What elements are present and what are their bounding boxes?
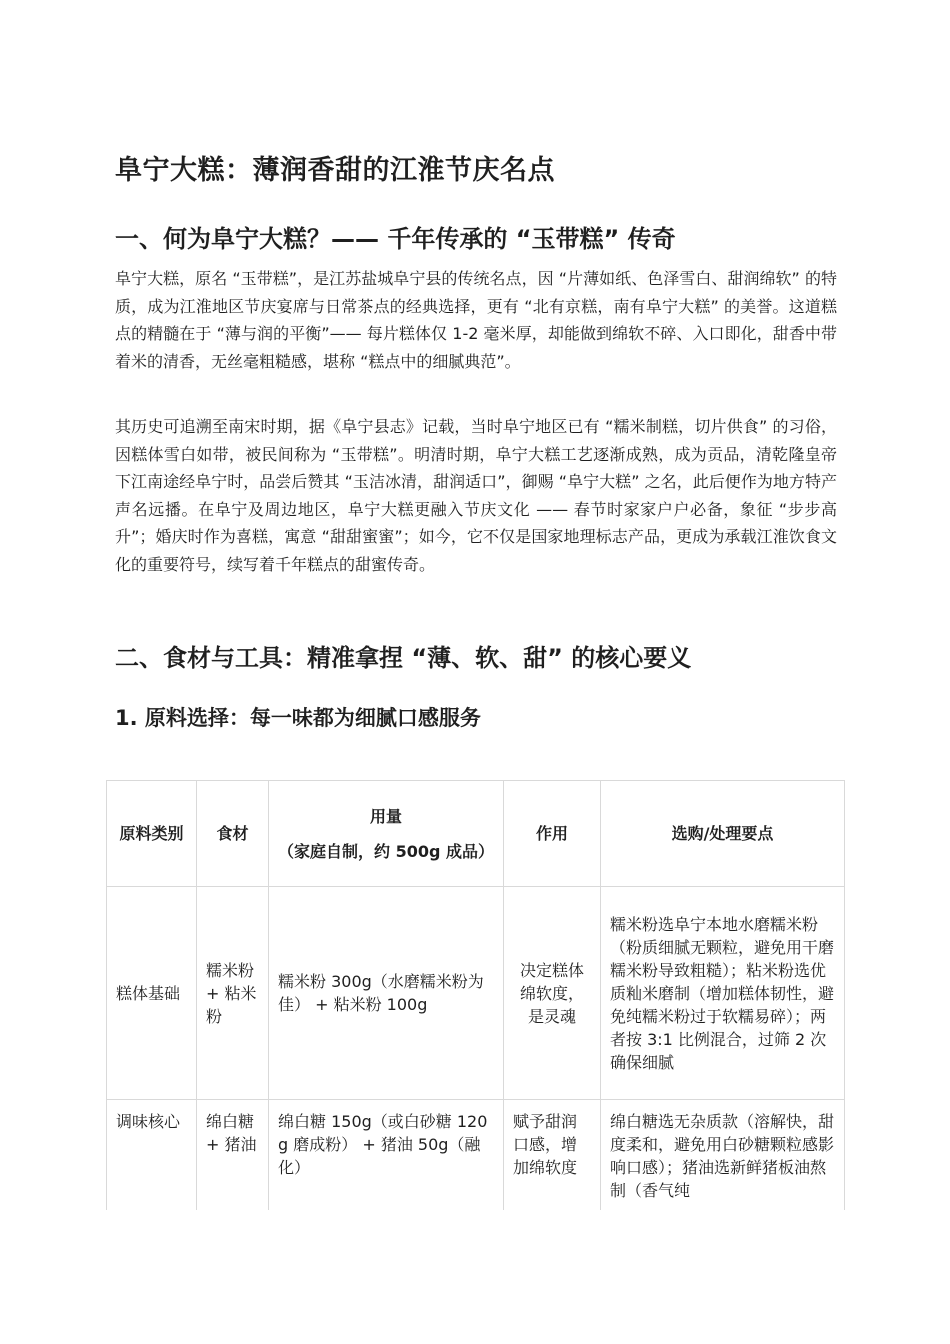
section2-heading: 二、食材与工具：精准拿捏 “薄、软、甜” 的核心要义 (115, 644, 692, 672)
section2-subheading-1: 1. 原料选择：每一味都为细腻口感服务 (115, 706, 481, 730)
cell-ingredient: 糯米粉 + 粘米粉 (197, 887, 269, 1100)
header-ingredient: 食材 (197, 781, 269, 887)
page-bottom-margin (0, 1210, 950, 1344)
header-amount (269, 781, 504, 887)
header-amount-line1: 用量 (369, 806, 402, 826)
table-row (107, 887, 845, 1100)
cell-role: 赋予甜润口感，增加绵软度 (504, 1100, 601, 1213)
cell-tips: 绵白糖选无杂质款（溶解快，甜度柔和，避免用白砂糖颗粒感影响口感）；猪油选新鲜猪板油熬制（香气纯 (601, 1100, 845, 1213)
table-row (107, 1100, 845, 1213)
cell-category: 调味核心 (107, 1100, 197, 1213)
header-amount-line2: （家庭自制，约 500g 成品） (278, 841, 494, 861)
cell-ingredient: 绵白糖 + 猪油 (197, 1100, 269, 1213)
section1-paragraph-2: 其历史可追溯至南宋时期，据《阜宁县志》记载，当时阜宁地区已有 “糯米制糕，切片供食” 的习俗，因糕体雪白如带，被民间称为 “玉带糕”。明清时期，阜宁大糕工艺逐渐成熟，成为贡品，清乾隆皇帝下江南途经阜宁时，品尝后赞其 “玉洁冰清，甜润适口”，御赐 “阜宁大糕” 之名，此后便作为地方特产声名远播。在阜宁及周边地区，阜宁大糕更融入节庆文化 —— 春节时家家户户必备，象征 “步步高升”；婚庆时作为喜糕，寓意 “甜甜蜜蜜”；如今，它不仅是国家地理标志产品，更成为承载江淮饮食文化的重要符号，续写着千年糕点的甜蜜传奇。 (115, 417, 837, 574)
header-role: 作用 (504, 781, 601, 887)
cell-role: 决定糕体绵软度，是灵魂 (504, 887, 601, 1100)
cell-amount: 绵白糖 150g（或白砂糖 120g 磨成粉） + 猪油 50g（融化） (269, 1100, 504, 1213)
cell-tips: 糯米粉选阜宁本地水磨糯米粉（粉质细腻无颗粒，避免用干磨糯米粉导致粗糙）；粘米粉选优质籼米磨制（增加糕体韧性，避免纯糯米粉过于软糯易碎）；两者按 3:1 比例混合，过筛 2 次确保细腻 (601, 887, 845, 1100)
section1-paragraph-1: 阜宁大糕，原名 “玉带糕”，是江苏盐城阜宁县的传统名点，因 “片薄如纸、色泽雪白、甜润绵软” 的特质，成为江淮地区节庆宴席与日常茶点的经典选择，更有 “北有京糕，南有阜宁大糕” 的美誉。这道糕点的精髓在于 “薄与润的平衡”—— 每片糕体仅 1-2 毫米厚，却能做到绵软不碎、入口即化，甜香中带着米的清香，无丝毫粗糙感，堪称 “糕点中的细腻典范”。 (115, 269, 837, 371)
header-tips: 选购/处理要点 (601, 781, 845, 887)
cell-amount: 糯米粉 300g（水磨糯米粉为佳） + 粘米粉 100g (269, 887, 504, 1100)
page-title: 阜宁大糕：薄润香甜的江淮节庆名点 (115, 155, 555, 186)
header-category: 原料类别 (107, 781, 197, 887)
ingredients-table (106, 780, 845, 1213)
section1-heading: 一、何为阜宁大糕？—— 千年传承的 “玉带糕” 传奇 (115, 225, 676, 253)
table-header-row (107, 781, 845, 887)
cell-category: 糕体基础 (107, 887, 197, 1100)
